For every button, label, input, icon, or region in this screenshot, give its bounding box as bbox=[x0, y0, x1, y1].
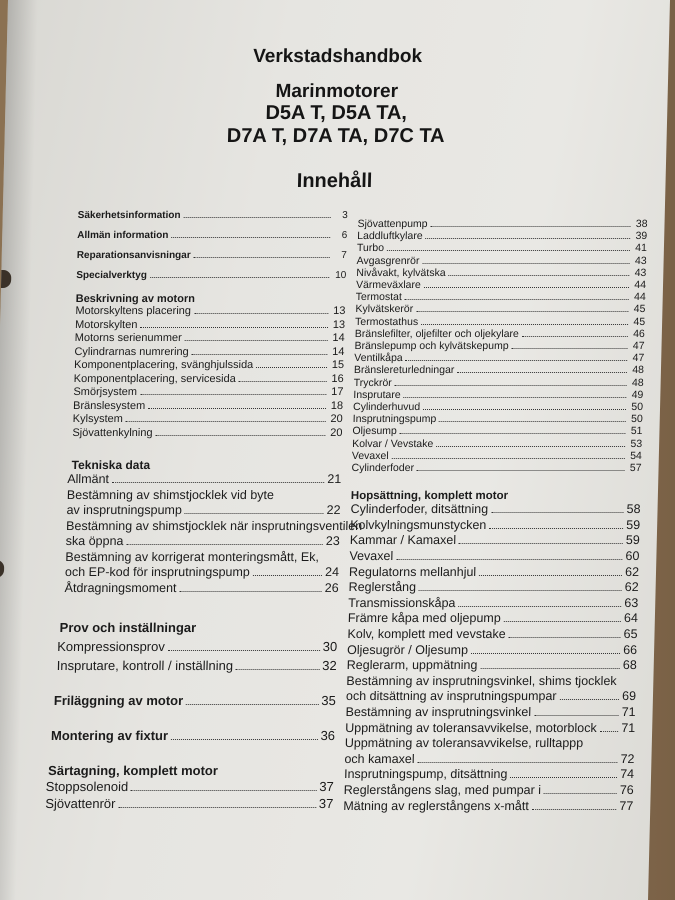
toc-entry bbox=[347, 627, 637, 643]
toc-entry-page: 66 bbox=[623, 642, 638, 657]
toc-entry bbox=[350, 533, 640, 549]
toc-entry-page: 24 bbox=[324, 565, 340, 579]
toc-entry bbox=[348, 596, 638, 612]
leader-dots bbox=[512, 348, 628, 349]
toc-entry bbox=[357, 242, 647, 254]
leader-dots bbox=[253, 575, 322, 576]
leader-dots bbox=[186, 704, 318, 705]
toc-entry bbox=[354, 340, 644, 352]
leader-dots bbox=[471, 653, 620, 654]
toc-entry-page: 26 bbox=[324, 580, 339, 595]
toc-entry-title: och kamaxel bbox=[344, 751, 415, 766]
leader-dots bbox=[510, 777, 617, 778]
toc-entry-page: 50 bbox=[630, 413, 643, 426]
toc-entry bbox=[75, 332, 345, 346]
toc-entry-page: 44 bbox=[634, 279, 647, 292]
toc-entry bbox=[76, 270, 346, 281]
leader-dots bbox=[126, 421, 326, 422]
toc-entry-page: 21 bbox=[327, 472, 342, 486]
engine-models bbox=[4, 102, 667, 148]
toc-entry bbox=[75, 319, 345, 333]
toc-entry-line: Bestämning av korrigerat monteringsmått, Ek, bbox=[65, 549, 320, 564]
toc-entry-page: 36 bbox=[320, 728, 336, 743]
toc-entry-title: Kolvar / Vevstake bbox=[352, 437, 434, 450]
toc-entry-title: Allmänt bbox=[67, 472, 110, 486]
toc-entry-page: 15 bbox=[331, 359, 345, 371]
toc-entry bbox=[351, 462, 641, 474]
leader-dots bbox=[458, 606, 621, 607]
leader-dots bbox=[504, 621, 621, 622]
toc-entry bbox=[343, 783, 633, 799]
toc-entry-page: 58 bbox=[626, 502, 641, 517]
leader-dots bbox=[392, 458, 625, 459]
contents-heading: Innehåll bbox=[296, 170, 373, 192]
toc-entry-title: Avgasgrenrör bbox=[356, 254, 420, 267]
hopsattning-items bbox=[343, 502, 641, 814]
toc-entry-title: Reparationsanvisningar bbox=[76, 250, 191, 261]
toc-entry-title: Bränslereturledningar bbox=[353, 364, 455, 377]
toc-entry-title: Motorns serienummer bbox=[74, 332, 182, 344]
toc-entry-page: 60 bbox=[625, 549, 640, 564]
toc-entry bbox=[74, 359, 344, 373]
toc-entry-page: 46 bbox=[633, 327, 645, 340]
toc-entry-title: Cylindrarnas numrering bbox=[74, 345, 189, 358]
toc-entry-title: Nivåvakt, kylvätska bbox=[356, 266, 446, 279]
toc-entry-page: 3 bbox=[342, 210, 348, 221]
models-line-2: D7A T, D7A TA, D7C TA bbox=[226, 125, 445, 147]
toc-entry-page: 10 bbox=[335, 270, 347, 281]
toc-entry-title: Främre kåpa med oljepump bbox=[347, 611, 501, 626]
toc-entry-page: 13 bbox=[333, 305, 346, 317]
toc-entry-page: 74 bbox=[619, 767, 635, 782]
leader-dots bbox=[179, 591, 321, 592]
leader-dots bbox=[168, 650, 320, 651]
toc-entry-page: 51 bbox=[630, 425, 643, 438]
toc-entry bbox=[355, 316, 645, 328]
toc-entry-page: 14 bbox=[332, 332, 345, 344]
toc-entry bbox=[356, 267, 646, 279]
toc-entry-title: Bestämning av insprutningsvinkel bbox=[345, 704, 532, 719]
toc-entry-page: 44 bbox=[633, 291, 646, 304]
toc-entry bbox=[353, 413, 643, 425]
leader-dots bbox=[422, 263, 629, 264]
section-sartagning: Särtagning, komplett motor bbox=[47, 763, 219, 778]
leader-dots bbox=[600, 731, 619, 732]
toc-entry bbox=[348, 580, 638, 596]
toc-entry-page: 49 bbox=[631, 388, 644, 401]
toc-entry-title: Sjövattenpump bbox=[357, 218, 428, 230]
leader-dots bbox=[491, 512, 623, 513]
leader-dots bbox=[544, 793, 617, 794]
toc-entry-line: Uppmätning av toleransavvikelse, rulltappp bbox=[344, 736, 584, 751]
toc-entry-page: 43 bbox=[634, 254, 647, 267]
toc-entry-title: Sjövattenkylning bbox=[72, 426, 153, 439]
toc-entry-title: ska öppna bbox=[65, 534, 124, 548]
toc-entry-page: 57 bbox=[629, 462, 642, 475]
toc-entry bbox=[73, 386, 343, 400]
leader-dots bbox=[194, 313, 328, 314]
toc-entry-page: 7 bbox=[341, 250, 347, 261]
leader-dots bbox=[239, 381, 327, 382]
toc-entry-page: 68 bbox=[622, 658, 637, 673]
toc-entry-title: Vevaxel bbox=[351, 449, 389, 462]
toc-entry bbox=[356, 279, 646, 291]
toc-entry bbox=[353, 377, 643, 389]
leader-dots bbox=[423, 409, 626, 410]
toc-entry-title: och EP-kod för insprutningspump bbox=[64, 565, 251, 579]
leader-dots bbox=[400, 433, 626, 434]
toc-entry bbox=[51, 728, 335, 743]
leader-dots bbox=[150, 277, 329, 278]
toc-entry-page: 48 bbox=[631, 376, 644, 389]
toc-entry bbox=[67, 472, 341, 488]
toc-entry bbox=[344, 752, 634, 768]
toc-entry-page: 53 bbox=[630, 437, 643, 450]
leader-dots bbox=[457, 372, 627, 373]
toc-entry bbox=[349, 549, 639, 565]
leader-dots bbox=[426, 238, 631, 239]
toc-entry-title: Montering av fixtur bbox=[50, 728, 169, 743]
toc-entry-page: 50 bbox=[631, 401, 644, 414]
toc-entry bbox=[77, 230, 347, 241]
leader-dots bbox=[416, 311, 628, 312]
toc-entry-page: 20 bbox=[330, 413, 343, 425]
toc-entry bbox=[66, 534, 340, 550]
toc-entry-title: Komponentplacering, svänghjulssida bbox=[73, 359, 254, 371]
toc-entry-page: 14 bbox=[332, 345, 345, 358]
toc-entry-title: Smörjsystem bbox=[73, 386, 138, 398]
toc-entry-page: 22 bbox=[326, 503, 341, 517]
toc-entry-title: Komponentplacering, servicesida bbox=[73, 372, 236, 385]
toc-entry bbox=[345, 721, 635, 737]
toc-entry-page: 71 bbox=[621, 720, 636, 735]
toc-entry-page: 17 bbox=[331, 386, 344, 398]
leader-dots bbox=[131, 790, 316, 791]
toc-entry-title: Oljesugrör / Oljesump bbox=[346, 642, 469, 657]
leader-dots bbox=[404, 397, 627, 398]
toc-entry bbox=[354, 352, 644, 364]
toc-entry-page: 45 bbox=[633, 303, 646, 316]
toc-entry bbox=[57, 637, 337, 656]
toc-entry-title: Reglerstång bbox=[348, 580, 417, 595]
toc-entry-page: 64 bbox=[623, 611, 639, 626]
toc-entry-line: Bestämning av shimstjocklek när insprutningsventilen bbox=[65, 518, 363, 533]
toc-entry-title: Sjövattenrör bbox=[45, 796, 116, 811]
toc-entry-title: Specialverktyg bbox=[76, 270, 148, 281]
toc-entry-page: 48 bbox=[632, 364, 645, 377]
toc-entry-page: 30 bbox=[322, 639, 338, 654]
toc-entry bbox=[352, 450, 642, 462]
leader-dots bbox=[509, 637, 621, 638]
leader-dots bbox=[532, 809, 617, 810]
leader-dots bbox=[395, 385, 627, 386]
toc-entry-page: 76 bbox=[619, 782, 634, 797]
toc-entry-title: Insprutare, kontroll / inställning bbox=[56, 658, 234, 673]
leader-dots bbox=[155, 435, 325, 436]
leader-dots bbox=[171, 739, 318, 740]
toc-entry-title: Insprutningspump bbox=[352, 413, 437, 426]
leader-dots bbox=[459, 543, 623, 544]
leader-dots bbox=[148, 408, 326, 409]
toc-entry bbox=[346, 689, 636, 705]
toc-entry-page: 54 bbox=[630, 449, 643, 462]
toc-entry-page: 59 bbox=[626, 517, 641, 532]
toc-entry bbox=[66, 503, 340, 519]
toc-entry-title: Värmeväxlare bbox=[355, 279, 421, 292]
leader-dots bbox=[112, 482, 324, 483]
toc-entry-title: Bränslefilter, oljefilter och oljekylare bbox=[354, 327, 519, 340]
toc-entry-page: 18 bbox=[330, 399, 344, 412]
toc-entry bbox=[347, 658, 637, 674]
leader-dots bbox=[126, 544, 322, 545]
toc-entry-title: Friläggning av motor bbox=[53, 693, 184, 708]
toc-entry-title: Termostathus bbox=[354, 315, 419, 328]
toc-entry-title: Transmissionskåpa bbox=[348, 595, 456, 610]
tekniska-items bbox=[64, 472, 363, 596]
toc-entry bbox=[353, 389, 643, 401]
manual-subtitle: Marinmotorer bbox=[275, 81, 399, 102]
leader-dots bbox=[489, 528, 623, 529]
toc-entry bbox=[352, 438, 642, 450]
toc-entry-page: 6 bbox=[341, 230, 348, 241]
toc-right-column bbox=[343, 218, 648, 814]
toc-entry-title: Kylvätskerör bbox=[355, 303, 414, 316]
leader-dots bbox=[449, 275, 630, 276]
toc-entry-page: 20 bbox=[330, 426, 343, 439]
toc-entry-title: Bränslesystem bbox=[72, 399, 146, 412]
toc-entry-title: och ditsättning av insprutningspumpar bbox=[345, 689, 557, 704]
toc-entry-page: 47 bbox=[632, 340, 645, 353]
toc-entry bbox=[357, 230, 647, 242]
models-line-1: D5A T, D5A TA, bbox=[265, 102, 408, 124]
toc-entry bbox=[353, 401, 643, 413]
toc-entry bbox=[345, 705, 635, 721]
leader-dots bbox=[430, 226, 630, 227]
toc-entry-title: Allmän information bbox=[77, 230, 169, 241]
toc-entry-title: Regulatorns mellanhjul bbox=[348, 564, 477, 579]
leader-dots bbox=[522, 336, 628, 337]
toc-entry bbox=[73, 413, 343, 427]
toc-entry-title: Termostat bbox=[355, 291, 402, 304]
toc-entry bbox=[354, 364, 644, 376]
toc-entry bbox=[45, 795, 333, 812]
toc-entry bbox=[355, 328, 645, 340]
toc-entry-page: 77 bbox=[619, 798, 634, 813]
toc-entry bbox=[57, 656, 337, 675]
toc-entry bbox=[348, 611, 638, 627]
toc-left-column bbox=[45, 210, 363, 812]
leader-dots bbox=[534, 715, 618, 716]
leader-dots bbox=[419, 590, 622, 591]
toc-entry bbox=[357, 218, 647, 230]
toc-entry-page: 62 bbox=[624, 564, 640, 579]
leader-dots bbox=[118, 807, 315, 808]
toc-entry bbox=[73, 400, 343, 414]
toc-entry-title: Vevaxel bbox=[349, 549, 394, 564]
toc-entry bbox=[75, 305, 345, 319]
leader-dots bbox=[405, 299, 629, 300]
toc-entry-page: 41 bbox=[635, 242, 648, 255]
toc-entry-title: Cylinderhuvud bbox=[352, 401, 421, 414]
toc-entry bbox=[350, 518, 640, 534]
toc-entry-line: Bestämning av insprutningsvinkel, shims tjocklek bbox=[346, 673, 617, 688]
manual-title: Verkstadshandbok bbox=[252, 46, 423, 67]
leader-dots bbox=[171, 237, 330, 238]
toc-entry-title: Insprutningspump, ditsättning bbox=[343, 767, 508, 782]
toc-entry-page: 45 bbox=[633, 315, 646, 328]
toc-entry-title: Reglerarm, uppmätning bbox=[346, 658, 478, 673]
leader-dots bbox=[396, 559, 622, 560]
toc-entry bbox=[352, 425, 642, 437]
toc-entry-page: 71 bbox=[621, 704, 636, 719]
toc-entry-title: Uppmätning av toleransavvikelse, motorblock bbox=[345, 720, 597, 735]
toc-entry bbox=[74, 373, 344, 387]
leader-dots bbox=[140, 394, 326, 395]
toc-entry-title: Åtdragningsmoment bbox=[64, 580, 177, 595]
toc-entry-title: Oljesump bbox=[352, 425, 397, 438]
toc-entry-title: Cylinderfoder, ditsättning bbox=[350, 502, 489, 517]
toc-entry-page: 35 bbox=[321, 693, 337, 708]
toc-entry-page: 32 bbox=[322, 658, 337, 673]
leader-dots bbox=[140, 327, 328, 328]
toc-entry-title: Mätning av reglerstångens x-mått bbox=[343, 798, 529, 813]
toc-entry-title: Insprutare bbox=[353, 388, 401, 401]
leader-dots bbox=[479, 575, 622, 576]
toc-entry-page: 38 bbox=[635, 218, 648, 230]
leader-dots bbox=[480, 668, 619, 669]
toc-entry-title: Kolv, komplett med vevstake bbox=[347, 627, 506, 642]
toc-entry-title: Kompressionsprov bbox=[57, 639, 166, 654]
leader-dots bbox=[417, 470, 625, 471]
toc-entry-page: 13 bbox=[332, 318, 346, 331]
toc-entry-page: 37 bbox=[319, 779, 334, 794]
toc-entry-page: 63 bbox=[624, 595, 639, 610]
toc-entry-title: Bränslepump och kylvätskepump bbox=[354, 340, 509, 353]
leader-dots bbox=[387, 250, 630, 251]
leader-dots bbox=[256, 367, 327, 368]
toc-entry-title: Reglerstångens slag, med pumpar i bbox=[343, 782, 542, 797]
toc-entry bbox=[350, 502, 640, 518]
toc-entry-title: Kylsystem bbox=[72, 413, 124, 425]
leader-dots bbox=[406, 360, 628, 361]
toc-entry-title: Säkerhetsinformation bbox=[77, 210, 181, 221]
leader-dots bbox=[194, 257, 330, 258]
leader-dots bbox=[436, 446, 625, 447]
toc-entry-page: 59 bbox=[625, 533, 640, 548]
toc-entry-page: 16 bbox=[331, 372, 344, 385]
toc-entry bbox=[46, 778, 334, 795]
toc-entry bbox=[72, 427, 342, 441]
toc-entry-page: 72 bbox=[620, 751, 635, 766]
toc-entry bbox=[64, 581, 338, 597]
toc-entry-title: Tryckrör bbox=[353, 376, 392, 389]
toc-entry bbox=[355, 303, 645, 315]
toc-entry-title: Kolvkylningsmunstycken bbox=[350, 517, 487, 532]
toc-entry-page: 43 bbox=[634, 266, 647, 279]
toc-entry-page: 39 bbox=[635, 230, 648, 243]
leader-dots bbox=[192, 354, 328, 355]
toc-entry-title: Ventilkåpa bbox=[354, 352, 403, 365]
toc-entry bbox=[356, 255, 646, 267]
leader-dots bbox=[236, 669, 319, 670]
toc-entry bbox=[65, 565, 339, 581]
toc-entry-title: Laddluftkylare bbox=[357, 230, 423, 243]
leader-dots bbox=[559, 699, 618, 700]
toc-entry-title: Motorskyltens placering bbox=[75, 305, 192, 317]
toc-entry-page: 69 bbox=[621, 689, 637, 704]
toc-entry-title: Kammar / Kamaxel bbox=[349, 533, 457, 548]
toc-entry bbox=[343, 799, 633, 815]
toc-entry-title: Stoppsolenoid bbox=[45, 779, 129, 794]
section-hopsattning: Hopsättning, komplett motor bbox=[350, 490, 509, 503]
leader-dots bbox=[418, 762, 618, 763]
toc-entry-line: Bestämning av shimstjocklek vid byte bbox=[66, 487, 275, 502]
section-beskrivning: Beskrivning av motorn bbox=[75, 293, 196, 305]
leader-dots bbox=[421, 324, 628, 325]
toc-entry bbox=[54, 693, 336, 708]
toc-entry bbox=[78, 210, 348, 221]
toc-entry-page: 65 bbox=[623, 627, 638, 642]
toc-entry-page: 62 bbox=[624, 580, 639, 595]
toc-entry bbox=[74, 346, 344, 360]
toc-entry bbox=[356, 291, 646, 303]
toc-entry bbox=[347, 643, 637, 659]
leader-dots bbox=[439, 421, 626, 422]
toc-entry-title: av insprutningspump bbox=[66, 503, 183, 517]
toc-entry bbox=[344, 767, 634, 783]
leader-dots bbox=[183, 217, 330, 218]
toc-entry-page: 37 bbox=[318, 796, 334, 811]
section-prov: Prov och inställningar bbox=[59, 620, 197, 635]
toc-entry bbox=[77, 250, 347, 261]
toc-entry-title: Cylinderfoder bbox=[351, 462, 415, 475]
toc-entry-page: 23 bbox=[325, 534, 340, 548]
toc-entry-title: Motorskylten bbox=[74, 318, 138, 331]
toc-entry-title: Turbo bbox=[356, 242, 385, 255]
toc-entry bbox=[349, 565, 639, 581]
section-tekniska: Tekniska data bbox=[71, 458, 151, 472]
leader-dots bbox=[185, 340, 328, 341]
leader-dots bbox=[424, 287, 629, 288]
toc-entry-page: 47 bbox=[632, 352, 645, 365]
leader-dots bbox=[185, 513, 324, 514]
